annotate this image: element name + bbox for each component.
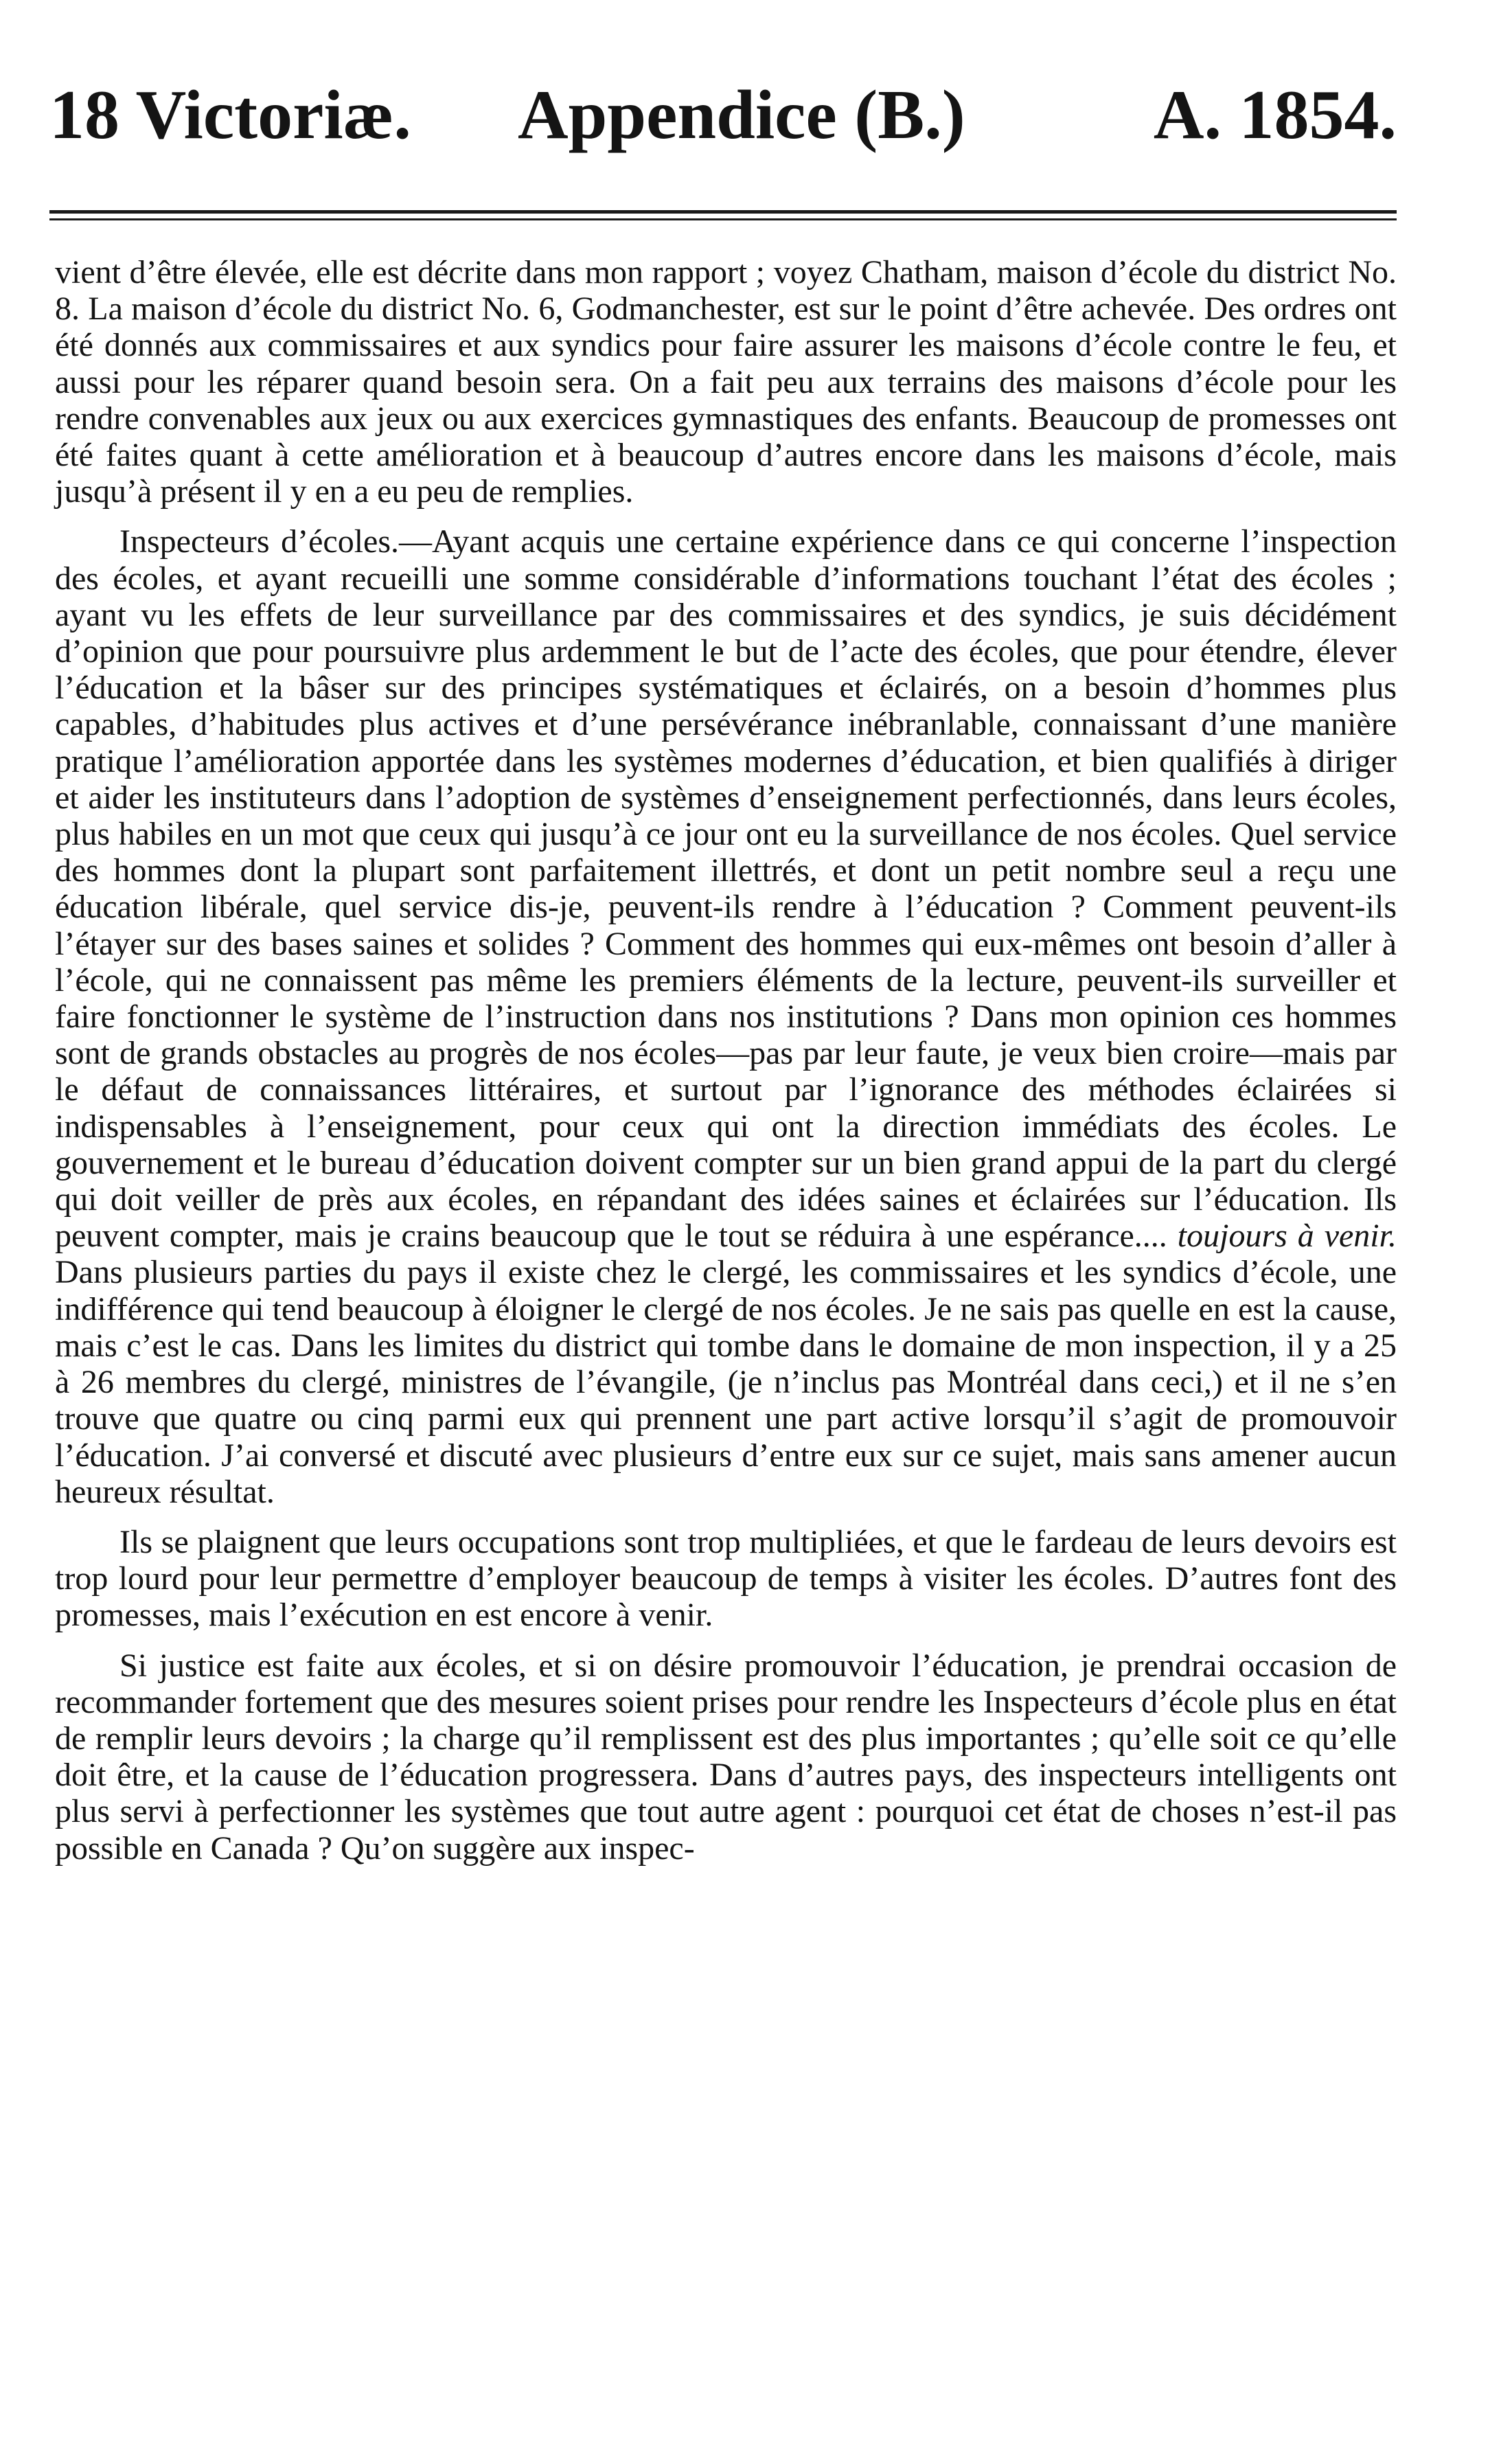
header-year: A. 1854.	[1153, 76, 1397, 154]
emphasis-toujours-a-venir: toujours à venir.	[1177, 1218, 1397, 1255]
paragraph-recommendation: Si justice est faite aux écoles, et si on désire promouvoir l’éducation, je prendrai occasion de recommander fortement que des mesures soient prises pour rendre les Inspecteurs d’école plus en état de remplir leurs devoirs ; la charge qu’il remplissent est des plus importantes ; qu’elle soit ce qu’elle doit être, et la cause de l’éducation progressera. Dans d’autres pays, des inspecteurs intelligents ont plus servi à perfectionner les systèmes que tout autre agent : pourquoi cet état de choses n’est-il pas possible en Canada ? Qu’on suggère aux inspec-	[55, 1647, 1397, 1867]
page-header	[49, 74, 1397, 157]
paragraph-inspectors-continuation: Dans plusieurs parties du pays il existe chez le clergé, les commissaires et les syndics d’école, une indifférence qui tend beaucoup à éloigner le clergé de nos écoles. Je ne sais pas quelle en est la cause, mais c’est le cas. Dans les limites du district qui tombe dans le domaine de mon inspection, il y a 25 à 26 membres du clergé, ministres de l’évangile, (je n’inclus pas Montréal dans ceci,) et il ne s’en trouve que quatre ou cinq parmi eux qui prennent une part active lorsqu’il s’agit de promouvoir l’éducation. J’ai conversé et discuté avec plusieurs d’entre eux sur ce sujet, mais sans amener aucun heureux résultat.	[55, 1254, 1397, 1510]
paragraph-complaints: Ils se plaignent que leurs occupations sont trop multipliées, et que le fardeau de leurs devoirs est trop lourd pour leur permettre d’employer beaucoup de temps à visiter les écoles. D’autres font des promesses, mais l’exécution en est encore à venir.	[55, 1523, 1397, 1634]
header-session: 18 Victoriæ.	[49, 76, 411, 154]
paragraph-inspectors-text: Inspecteurs d’écoles.—Ayant acquis une certaine expérience dans ce qui concerne l’inspection des écoles, et ayant recueilli une somme considérable d’informations touchant l’état des écoles ; ayant vu les effets de leur surveillance par des commissaires et des syndics, je suis décidément d’opinion que pour poursuivre plus ardemment le but de l’acte des écoles, que pour étendre, élever l’éducation et la bâser sur des principes systématiques et éclairés, on a besoin d’hommes plus capables, d’habitudes plus actives et d’une persévérance inébranlable, connaissant d’une manière pratique l’amélioration apportée dans les systèmes modernes d’éducation, et bien qualifiés à diriger et aider les instituteurs dans l’adoption de systèmes d’enseignement perfectionnés, dans leurs écoles, plus habiles en un mot que ceux qui jusqu’à ce jour ont eu la surveillance de nos écoles. Quel service des hommes dont la plupart sont parfaitement illettrés, et dont un petit nombre seul a reçu une éducation libérale, quel service dis-je, peuvent-ils rendre à l’éducation ? Comment peuvent-ils l’étayer sur des bases saines et solides ? Comment des hommes qui eux-mêmes ont besoin d’aller à l’école, qui ne connaissent pas même les premiers éléments de la lecture, peuvent-ils surveiller et faire fonctionner le système de l’instruction dans nos institutions ? Dans mon opinion ces hommes sont de grands obstacles au progrès de nos écoles—pas par leur faute, je veux bien croire—mais par le défaut de connaissances littéraires, et surtout par l’ignorance des méthodes éclairées si indispensables à l’enseignement, pour ceux qui ont la direction immédiats des écoles. Le gouvernement et le bureau d’éducation doivent compter sur un bien grand appui de la part du clergé qui doit veiller de près aux écoles, en répandant des idées saines et éclairées sur l’éducation. Ils peuvent compter, mais je crains beaucoup que le tout se réduira à une espérance....	[55, 523, 1397, 1255]
header-appendix: Appendice (B.)	[518, 76, 965, 154]
body-text	[55, 254, 1397, 1867]
paragraph-inspectors	[55, 523, 1397, 1509]
paragraph-school-houses: vient d’être élevée, elle est décrite dans mon rapport ; voyez Chatham, maison d’école du district No. 8. La maison d’école du district No. 6, Godmanchester, est sur le point d’être achevée. Des ordres ont été donnés aux commissaires et aux syndics pour faire assurer les maisons d’école contre le feu, et aussi pour les réparer quand besoin sera. On a fait peu aux terrains des maisons d’école pour les rendre convenables aux jeux ou aux exercices gymnastiques des enfants. Beaucoup de promesses ont été faites quant à cette amélioration et à beaucoup d’autres encore dans les maisons d’école, mais jusqu’à présent il y en a eu peu de remplies.	[55, 254, 1397, 510]
header-rule-top	[49, 210, 1397, 214]
header-rule-bottom	[49, 218, 1397, 220]
